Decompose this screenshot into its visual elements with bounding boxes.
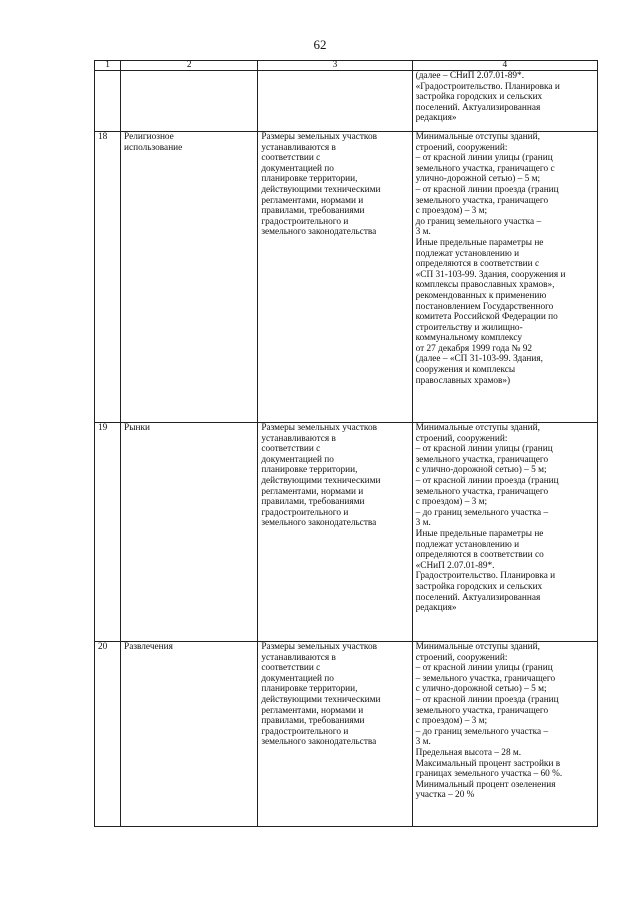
text-line: Минимальные отступы зданий, <box>415 642 540 652</box>
table-header-row <box>95 61 598 71</box>
text-line: документацией по <box>261 454 334 465</box>
text-line: застройка городских и сельских <box>415 92 543 103</box>
text-line: правилами, требованиями <box>261 206 365 217</box>
text-line: застройка городских и сельских <box>415 581 543 592</box>
text-line: правилами, требованиями <box>261 716 365 727</box>
text-line: с улично-дорожной сетью) – 5 м; <box>415 684 547 695</box>
text-line: документацией по <box>261 163 334 174</box>
text-line: планировке территории, <box>261 465 358 476</box>
text-line: земельного законодательства <box>261 737 377 748</box>
table-row <box>95 423 598 642</box>
text-line: строительству и жилищно- <box>415 322 523 333</box>
text-line: градостроительного и <box>261 507 349 518</box>
text-line: – до границ земельного участка – <box>415 726 549 737</box>
plot-size-text <box>258 423 412 642</box>
header-col-1: 1 <box>95 61 121 71</box>
text-line: (далее – «СП 31-103-99. Здания, <box>415 354 543 365</box>
text-line: до границ земельного участка – <box>415 216 542 227</box>
text-line: улично-дорожной сетью) – 5 м; <box>415 174 541 185</box>
text-line: Иные предельные параметры не <box>415 237 544 248</box>
text-line: – от красной линии проезда (границ <box>415 694 559 705</box>
text-line: устанавливаются в <box>261 652 336 663</box>
params-text <box>412 132 597 423</box>
text-line: – от красной линии улицы (границ <box>415 444 553 455</box>
text-line: Рынки <box>124 423 150 433</box>
cell-name <box>121 71 258 132</box>
text-line: – от красной линии проезда (границ <box>415 184 559 195</box>
text-line: соответствии с <box>261 444 321 455</box>
use-type-name <box>121 132 258 423</box>
text-line: комплексы православных храмов», <box>415 280 555 291</box>
text-line: градостроительного и <box>261 726 349 737</box>
text-line: редакция» <box>415 113 457 124</box>
row-number: 18 <box>95 132 121 423</box>
text-line: земельного законодательства <box>261 518 377 529</box>
table-row-continuation <box>95 71 598 132</box>
text-line: коммунальному комплексу <box>415 333 522 344</box>
text-line: подлежат установлению и <box>415 248 520 259</box>
params-text <box>412 642 597 827</box>
text-line: устанавливаются в <box>261 433 336 444</box>
text-line: «Градостроительство. Планировка и <box>415 81 560 92</box>
text-line: границах земельного участка – 60 %. <box>415 769 563 780</box>
plot-size-text <box>258 642 412 827</box>
text-line: документацией по <box>261 673 334 684</box>
text-line: редакция» <box>415 603 457 614</box>
use-type-name <box>121 642 258 827</box>
text-line: 3 м. <box>415 227 431 238</box>
text-line: Размеры земельных участков <box>261 423 377 433</box>
text-line: использование <box>124 142 183 153</box>
text-line: определяются в соответствии со <box>415 550 544 561</box>
table-row <box>95 642 598 827</box>
text-line: определяются в соответствии с <box>415 259 540 270</box>
header-col-3: 3 <box>258 61 412 71</box>
text-line: строений, сооружений: <box>415 652 508 663</box>
text-line: действующими техническими <box>261 475 381 486</box>
text-line: 3 м. <box>415 737 431 748</box>
text-line: участка – 20 % <box>415 790 475 801</box>
text-line: Минимальные отступы зданий, <box>415 132 540 142</box>
text-line: – от красной линии улицы (границ <box>415 663 553 674</box>
text-line: соответствии с <box>261 153 321 164</box>
text-line: планировке территории, <box>261 684 358 695</box>
text-line: строений, сооружений: <box>415 433 508 444</box>
text-line: – от красной линии проезда (границ <box>415 475 559 486</box>
text-line: Градостроительство. Планировка и <box>415 571 556 582</box>
text-line: земельного участка, граничащего <box>415 195 549 206</box>
text-line: от 27 декабря 1999 года № 92 <box>415 343 533 354</box>
text-line: планировке территории, <box>261 174 358 185</box>
row-number: 19 <box>95 423 121 642</box>
text-line: рекомендованных к применению <box>415 290 547 301</box>
text-line: православных храмов») <box>415 375 511 386</box>
text-line: земельного законодательства <box>261 227 377 238</box>
text-line: с проездом) – 3 м; <box>415 716 488 727</box>
text-line: регламентами, нормами и <box>261 486 364 497</box>
text-line: (далее – СНиП 2.07.01-89*. <box>415 71 525 81</box>
text-line: соответствии с <box>261 663 321 674</box>
text-line: – до границ земельного участка – <box>415 507 549 518</box>
text-line: земельного участка, граничащего <box>415 454 549 465</box>
text-line: действующими техническими <box>261 184 381 195</box>
row-number: 20 <box>95 642 121 827</box>
text-line: «СП 31-103-99. Здания, сооружения и <box>415 269 566 280</box>
text-line: поселений. Актуализированная <box>415 592 541 603</box>
text-line: Размеры земельных участков <box>261 132 377 142</box>
text-line: градостроительного и <box>261 216 349 227</box>
text-line: Размеры земельных участков <box>261 642 377 652</box>
land-use-table <box>94 60 598 827</box>
text-line: комитета Российской Федерации по <box>415 312 558 323</box>
text-line: Иные предельные параметры не <box>415 528 544 539</box>
text-line: с проездом) – 3 м; <box>415 206 488 217</box>
cell-num <box>95 71 121 132</box>
text-line: действующими техническими <box>261 694 381 705</box>
text-line: регламентами, нормами и <box>261 705 364 716</box>
params-text <box>412 423 597 642</box>
text-line: Предельная высота – 28 м. <box>415 747 522 758</box>
text-line: Минимальные отступы зданий, <box>415 423 540 433</box>
header-col-2: 2 <box>121 61 258 71</box>
text-line: строений, сооружений: <box>415 142 508 153</box>
text-line: земельного участка, граничащего с <box>415 163 555 174</box>
text-line: земельного участка, граничащего <box>415 705 549 716</box>
text-line: «СНиП 2.07.01-89*. <box>415 560 495 571</box>
text-line: подлежат установлению и <box>415 539 520 550</box>
text-line: поселений. Актуализированная <box>415 102 541 113</box>
page-number: 62 <box>313 37 327 52</box>
table-row <box>95 132 598 423</box>
text-line: сооружения и комплексы <box>415 365 516 376</box>
text-line: с улично-дорожной сетью) – 5 м; <box>415 465 547 476</box>
text-line: правилами, требованиями <box>261 497 365 508</box>
cell-params <box>412 71 597 132</box>
text-line: постановлением Государственного <box>415 301 554 312</box>
text-line: с проездом) – 3 м; <box>415 497 488 508</box>
text-line: регламентами, нормами и <box>261 195 364 206</box>
text-line: 3 м. <box>415 518 431 529</box>
text-line: Максимальный процент застройки в <box>415 758 561 769</box>
text-line: устанавливаются в <box>261 142 336 153</box>
text-line: – от красной линии улицы (границ <box>415 153 553 164</box>
text-line: земельного участка, граничащего <box>415 486 549 497</box>
use-type-name <box>121 423 258 642</box>
header-col-4: 4 <box>412 61 597 71</box>
plot-size-text <box>258 132 412 423</box>
cell-plot <box>258 71 412 132</box>
text-line: Религиозное <box>124 132 174 142</box>
text-line: Развлечения <box>124 642 173 652</box>
text-line: – земельного участка, граничащего <box>415 673 556 684</box>
text-line: Минимальный процент озеленения <box>415 779 556 790</box>
